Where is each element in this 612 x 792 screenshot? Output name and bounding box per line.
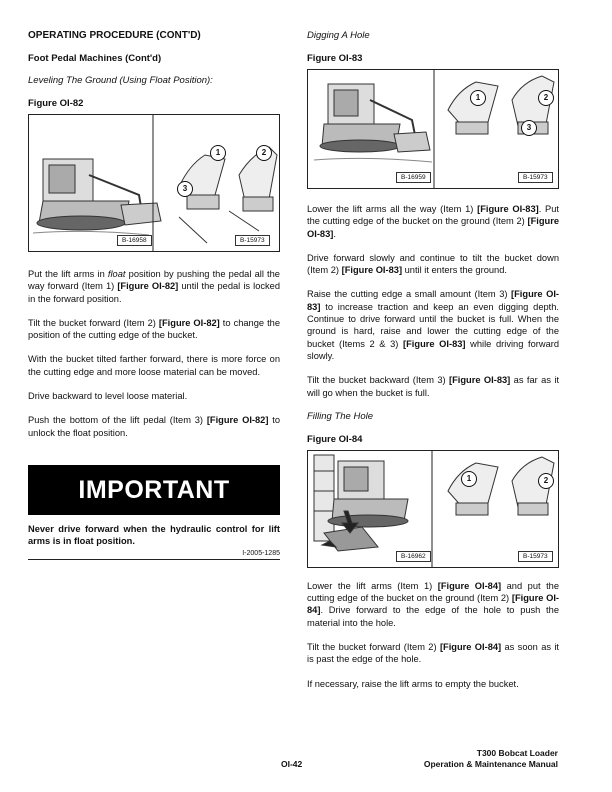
paragraph-empty-bucket: If necessary, raise the lift arms to empty the bucket. bbox=[307, 678, 519, 689]
paragraph-drive-backward: Drive backward to level loose material. bbox=[28, 391, 188, 402]
right-column bbox=[307, 30, 559, 702]
image-code-right: B-15973 bbox=[518, 172, 553, 183]
paragraph-drive-forward: Drive forward slowly and continue to tilt the bucket down (Item 2) [Figure OI-83] until it enters the ground. bbox=[307, 252, 559, 276]
figure-oi-83 bbox=[307, 69, 559, 189]
callout-2: 2 bbox=[538, 90, 554, 106]
figure-oi-82 bbox=[28, 114, 280, 252]
paragraph-raise-edge: Raise the cutting edge a small amount (Item 3) [Figure OI-83] to increase traction and keep an even digging depth. Continue to drive forward until the bucket is full. When the ground is hard, raise and lower the cutting edge of the bucket (Items 2 & 3) [Figure OI-83] while driving forward slowly. bbox=[307, 289, 560, 361]
callout-1: 1 bbox=[210, 145, 226, 161]
callout-3: 3 bbox=[177, 181, 193, 197]
paragraph-tilt: Tilt the bucket forward (Item 2) [Figure OI-82] to change the position of the cutting edge of the bucket. bbox=[28, 317, 281, 341]
manual-title bbox=[424, 748, 558, 770]
page-number: OI-42 bbox=[281, 759, 303, 769]
image-code-left: B-16958 bbox=[117, 235, 152, 246]
figure-oi-82-label: Figure OI-82 bbox=[28, 98, 84, 109]
image-code-left: B-16959 bbox=[396, 172, 431, 183]
paragraph-tilt-back: Tilt the bucket backward (Item 3) [Figure OI-83] as far as it will go when the bucket is full. bbox=[307, 375, 560, 398]
subheading: Foot Pedal Machines (Cont'd) bbox=[28, 53, 162, 64]
manual-title-name: Operation & Maintenance Manual bbox=[423, 759, 558, 769]
paragraph-float: Put the lift arms in float position by pushing the pedal all the way forward (Item 1) [Figure OI-82] until the pedal is locked in the forward position. bbox=[28, 269, 281, 304]
paragraph-lower-arms: Lower the lift arms all the way (Item 1) [Figure OI-83]. Put the cutting edge of the bucket on the ground (Item 2) [Figure OI-83]. bbox=[307, 204, 560, 239]
important-banner: IMPORTANT bbox=[28, 465, 280, 515]
figure-oi-83-label: Figure OI-83 bbox=[307, 53, 363, 64]
callout-3: 3 bbox=[521, 120, 537, 136]
figure-oi-84-label: Figure OI-84 bbox=[307, 433, 363, 445]
manual-title-model: T300 Bobcat Loader bbox=[476, 748, 558, 758]
callout-1: 1 bbox=[461, 471, 477, 487]
section-title-leveling: Leveling The Ground (Using Float Position): bbox=[28, 75, 213, 86]
filling-illustration bbox=[308, 451, 558, 567]
paragraph-lower-arms-fill: Lower the lift arms (Item 1) [Figure OI-84] and put the cutting edge of the bucket on the ground (Item 2) [Figure OI-84]. Drive forward to the edge of the hole to push the material into the hole. bbox=[307, 580, 560, 628]
section-title-filling: Filling The Hole bbox=[307, 410, 373, 422]
figure-oi-84 bbox=[307, 450, 559, 568]
warning-code: I-2005-1285 bbox=[28, 550, 280, 560]
callout-1: 1 bbox=[470, 90, 486, 106]
image-code-right: B-15973 bbox=[518, 551, 553, 562]
loader-and-pedals-illustration bbox=[29, 115, 279, 251]
paragraph-unlock: Push the bottom of the lift pedal (Item 3) [Figure OI-82] to unlock the float position. bbox=[28, 415, 280, 438]
callout-2: 2 bbox=[538, 473, 554, 489]
warning-text: Never drive forward when the hydraulic control for lift arms is in float position. bbox=[28, 523, 280, 547]
paragraph-force: With the bucket tilted farther forward, there is more force on the cutting edge and more loose material can be moved. bbox=[28, 354, 280, 377]
image-code-left: B-16962 bbox=[396, 551, 431, 562]
page-heading: OPERATING PROCEDURE (CONT'D) bbox=[28, 30, 201, 41]
callout-2: 2 bbox=[256, 145, 272, 161]
image-code-right: B-15973 bbox=[235, 235, 270, 246]
section-title-digging: Digging A Hole bbox=[307, 30, 370, 41]
paragraph-tilt-forward: Tilt the bucket forward (Item 2) [Figure OI-84] as soon as it is past the edge of the hole. bbox=[307, 642, 560, 665]
left-column bbox=[28, 30, 280, 560]
